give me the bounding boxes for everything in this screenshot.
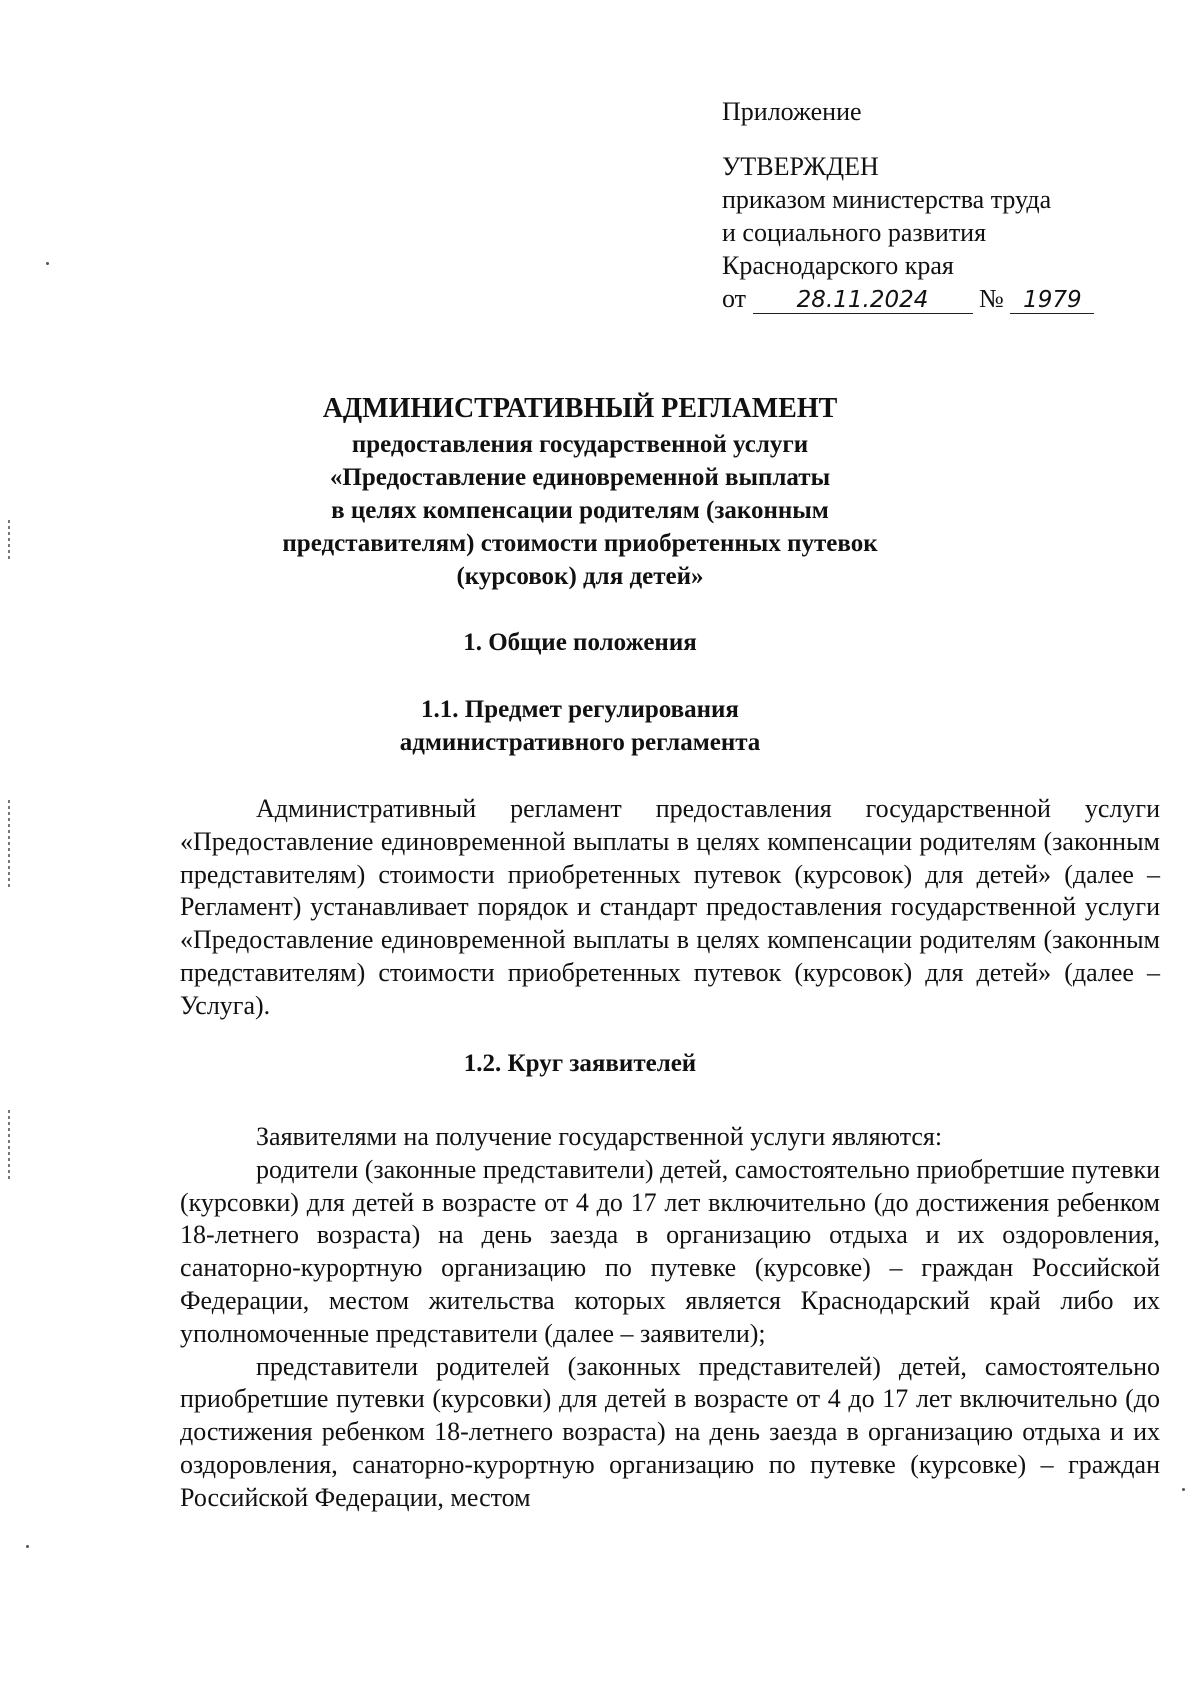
title-line-4: представителям) стоимости приобретенных путевок xyxy=(282,530,878,557)
title-line-5: (курсовок) для детей» xyxy=(456,563,704,590)
scan-dot xyxy=(1182,1488,1185,1491)
section-heading: 1. Общие положения xyxy=(463,629,697,656)
title-main: АДМИНИСТРАТИВНЫЙ РЕГЛАМЕНТ xyxy=(322,393,838,424)
paragraph-regulation-subject xyxy=(180,793,1160,1023)
title-line-1: предоставления государственной услуги xyxy=(351,431,809,458)
title-line-3: в целях компенсации родителям (законным xyxy=(331,497,829,524)
subsection-heading: 1.2. Круг заявителей xyxy=(463,1050,697,1077)
applicants-item-1: родители (законные представители) детей, самостоятельно приобретшие путевки (курсовки) для детей в возрасте от 4 до 17 лет включительно (до достижения ребенком 18-летнего возраста) на день заезда в организацию отдыха и их оздоровления, санаторно-курортную организацию по путевке (курсовке) – граждан Российской Федерации, местом жительства которых является Краснодарский край либо их уполномоченные представители (далее – заявители); xyxy=(180,1154,1160,1348)
handwritten-date: 28.11.2024 xyxy=(753,287,973,314)
document-title xyxy=(260,392,900,593)
scan-mark xyxy=(8,1110,10,1180)
approval-block xyxy=(722,95,1094,315)
date-prefix: от xyxy=(722,284,747,313)
subsection-heading-line-1: 1.1. Предмет регулирования xyxy=(421,696,739,723)
scan-dot xyxy=(26,1545,29,1548)
title-line-2: «Предоставление единовременной выплаты xyxy=(329,464,831,491)
approved-label: УТВЕРЖДЕН xyxy=(722,152,879,181)
paragraph-text: Административный регламент предоставления государственной услуги «Предоставление единовременной выплаты в целях компенсации родителям (законным представителям) стоимости приобретенных путевок (курсовок) для детей» (далее – Регламент) устанавливает порядок и стандарт предоставления государственной услуги «Предоставление единовременной выплаты в целях компенсации родителям (законным представителям) стоимости приобретенных путевок (курсовок) для детей» (далее – Услуга). xyxy=(180,794,1160,1020)
scan-mark xyxy=(8,520,10,560)
handwritten-number: 1979 xyxy=(1010,287,1094,314)
applicants-item-2: представители родителей (законных представителей) детей, самостоятельно приобретшие путевки (курсовки) для детей в возрасте от 4 до 17 лет включительно (до достижения ребенком 18-летнего возраста) на день заезда в организацию отдыха и их оздоровления, санаторно-курортную организацию по путевке (курсовке) – граждан Российской Федерации, местом xyxy=(180,1351,1160,1512)
applicants-list xyxy=(180,1121,1160,1515)
number-prefix: № xyxy=(979,284,1004,313)
scan-dot xyxy=(46,262,49,265)
approval-line-1: приказом министерства труда xyxy=(722,185,1052,214)
scan-mark xyxy=(8,800,10,890)
applicants-intro: Заявителями на получение государственной услуги являются: xyxy=(256,1122,943,1151)
approval-line-2: и социального развития xyxy=(722,218,987,247)
appendix-label: Приложение xyxy=(722,97,862,126)
approval-line-3: Краснодарского края xyxy=(722,251,954,280)
subsection-heading-line-2: административного регламента xyxy=(399,729,761,756)
approval-date-line xyxy=(722,282,1094,315)
